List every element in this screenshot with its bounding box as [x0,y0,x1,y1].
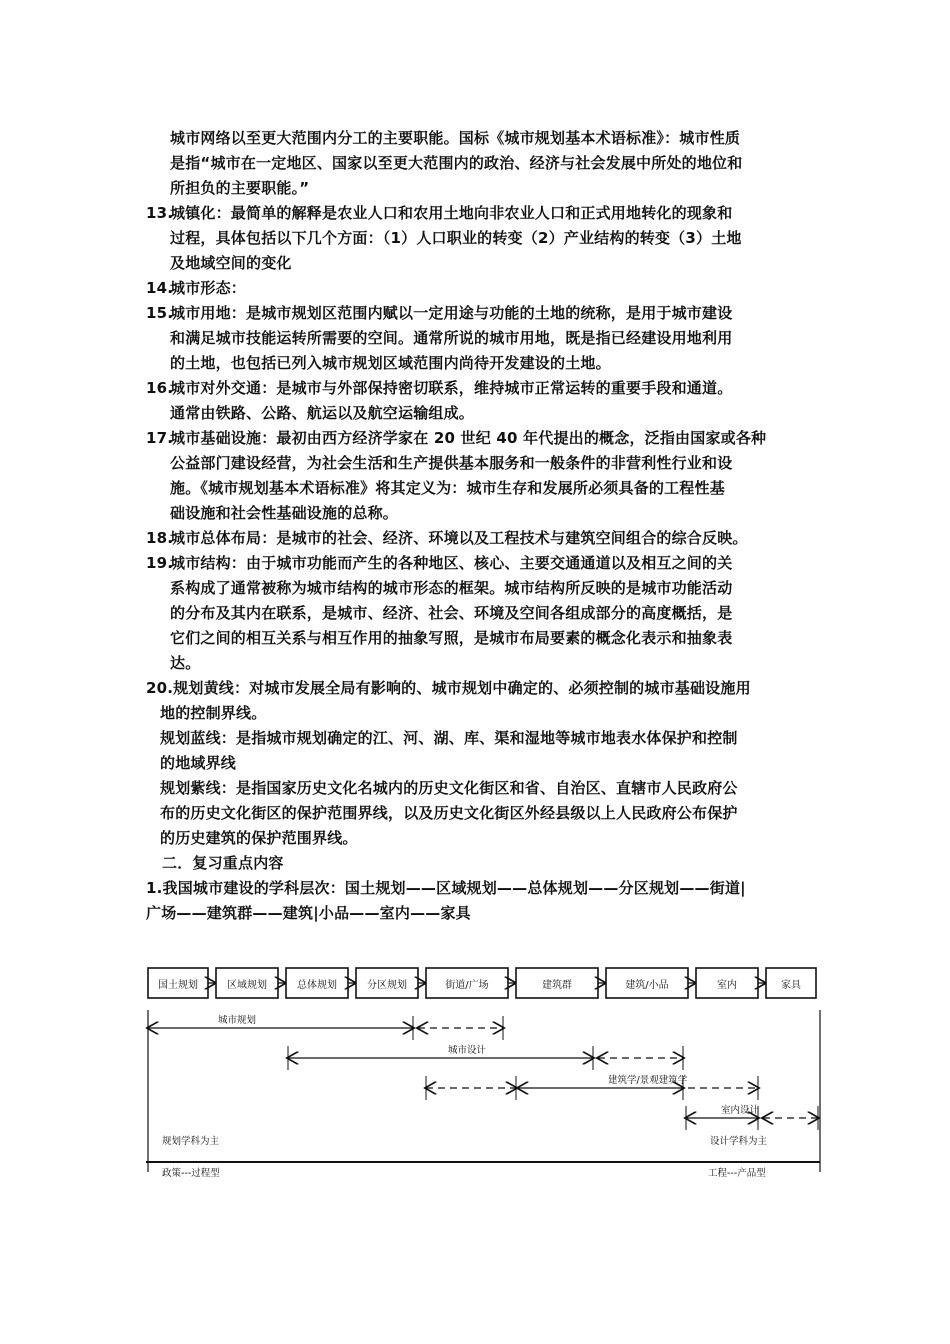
paragraph-line [140,401,820,426]
line-text: 达。 [170,654,201,672]
left-label-bottom: 政策---过程型 [162,1168,220,1179]
paragraph-line [140,626,820,651]
line-text: 广场——建筑群——建筑|小品——室内——家具 [146,904,471,922]
paragraph-line [140,601,820,626]
stage-label: 街道/广场 [445,980,489,991]
range-label: 城市规划 [218,1015,257,1026]
range-label: 城市设计 [448,1045,487,1056]
paragraph-line [140,126,820,151]
line-text: 城市网络以至更大范围内分工的主要职能。国标《城市规划基本术语标准》：城市性质 [170,129,741,147]
paragraph-line [140,376,820,401]
line-text: 过程，具体包括以下几个方面：（1）人口职业的转变（2）产业结构的转变（3）土地 [170,229,742,247]
line-text: 的地域界线 [160,754,237,772]
paragraph-line [140,901,820,926]
paragraph-line [140,701,820,726]
paragraph-line [140,301,820,326]
stage-label: 区域规划 [227,980,267,991]
paragraph-line [140,776,820,801]
line-text: 通常由铁路、公路、航运以及航空运输组成。 [170,404,475,422]
paragraph-line [140,726,820,751]
paragraph-line [140,651,820,676]
section-heading [140,851,820,876]
item-number: 14. [146,279,174,297]
line-text: 城镇化：最简单的解释是农业人口和农用土地向非农业人口和正式用地转化的现象和 [170,204,733,222]
paragraph-line [140,826,820,851]
discipline-hierarchy-diagram [138,950,828,1180]
line-text: 及地域空间的变化 [170,254,292,272]
line-text: 础设施和社会性基础设施的总称。 [170,504,399,522]
item-number: 16. [146,379,174,397]
line-text: 城市结构：由于城市功能而产生的各种地区、核心、主要交通通道以及相互之间的关 [170,554,733,572]
right-label-top: 设计学科为主 [710,1136,768,1147]
line-text: 布的历史文化街区的保护范围界线，以及历史文化街区外经县级以上人民政府公布保护 [160,804,738,822]
paragraph-line [140,576,820,601]
line-text: 城市总体布局：是城市的社会、经济、环境以及工程技术与建筑空间组合的综合反映。 [170,529,748,547]
paragraph-line [140,201,820,226]
line-text: 和满足城市技能运转所需要的空间。通常所说的城市用地，既是指已经建设用地利用 [170,329,733,347]
paragraph-line [140,451,820,476]
line-text: 公益部门建设经营，为社会生活和生产提供基本服务和一般条件的非营利性行业和设 [170,454,733,472]
item-number: 15. [146,304,174,322]
line-text: 的历史建筑的保护范围界线。 [160,829,358,847]
line-text: 的土地，也包括已列入城市规划区域范围内尚待开发建设的土地。 [170,354,611,372]
paragraph-line [140,151,820,176]
line-text: 城市用地：是城市规划区范围内赋以一定用途与功能的土地的统称，是用于城市建设 [170,304,733,322]
left-label-top: 规划学科为主 [162,1136,220,1147]
line-text: 城市对外交通：是城市与外部保持密切联系，维持城市正常运转的重要手段和通道。 [170,379,733,397]
paragraph-line [140,551,820,576]
paragraph-line [140,276,820,301]
stage-label: 分区规划 [367,980,407,991]
stage-label: 总体规划 [297,980,337,991]
line-text: 地的控制界线。 [160,704,267,722]
paragraph-line [140,251,820,276]
line-text: 20.规划黄线：对城市发展全局有影响的、城市规划中确定的、必须控制的城市基础设施用 [146,679,751,697]
item-number: 17. [146,429,174,447]
stage-label: 室内 [717,980,737,991]
stage-label: 建筑/小品 [625,980,669,991]
range-label: 建筑学/景观建筑学 [608,1075,688,1086]
paragraph-line [140,476,820,501]
line-text: 的分布及其内在联系，是城市、经济、社会、环境及空间各组成部分的高度概括，是 [170,604,733,622]
paragraph-line [140,226,820,251]
paragraph-line [140,176,820,201]
stage-label: 建筑群 [542,980,572,991]
paragraph-line [140,751,820,776]
item-number: 19. [146,554,174,572]
paragraph-line [140,326,820,351]
paragraph-line [140,876,820,901]
line-text: 系构成了通常被称为城市结构的城市形态的框架。城市结构所反映的是城市功能活动 [170,579,733,597]
line-text: 是指“城市在一定地区、国家以至更大范围内的政治、经济与社会发展中所处的地位和 [170,154,743,172]
line-text: 所担负的主要职能。” [170,179,310,197]
paragraph-line [140,526,820,551]
line-text: 它们之间的相互关系与相互作用的抽象写照，是城市布局要素的概念化表示和抽象表 [170,629,733,647]
line-text: 城市基础设施：最初由西方经济学家在 20 世纪 40 年代提出的概念，泛指由国家或各种 [170,429,767,447]
stage-label: 国土规划 [158,980,198,991]
paragraph-line [140,676,820,701]
item-number: 18. [146,529,174,547]
line-text: 规划蓝线：是指城市规划确定的江、河、湖、库、渠和湿地等城市地表水体保护和控制 [160,729,738,747]
paragraph-line [140,426,820,451]
line-text: 城市形态： [170,279,247,297]
stage-label: 家具 [781,980,801,991]
item-number: 13. [146,204,174,222]
range-label: 室内设计 [721,1105,760,1116]
text-body [140,126,820,926]
paragraph-line [140,501,820,526]
line-text: 1.我国城市建设的学科层次：国土规划——区域规划——总体规划——分区规划——街道| [146,879,746,897]
paragraph-line [140,801,820,826]
line-text: 施。《城市规划基本术语标准》将其定义为：城市生存和发展所必须具备的工程性基 [170,479,725,497]
paragraph-line [140,351,820,376]
line-text: 二．复习重点内容 [162,854,284,872]
right-label-bottom: 工程---产品型 [708,1168,766,1179]
line-text: 规划紫线：是指国家历史文化名城内的历史文化街区和省、自治区、直辖市人民政府公 [160,779,738,797]
